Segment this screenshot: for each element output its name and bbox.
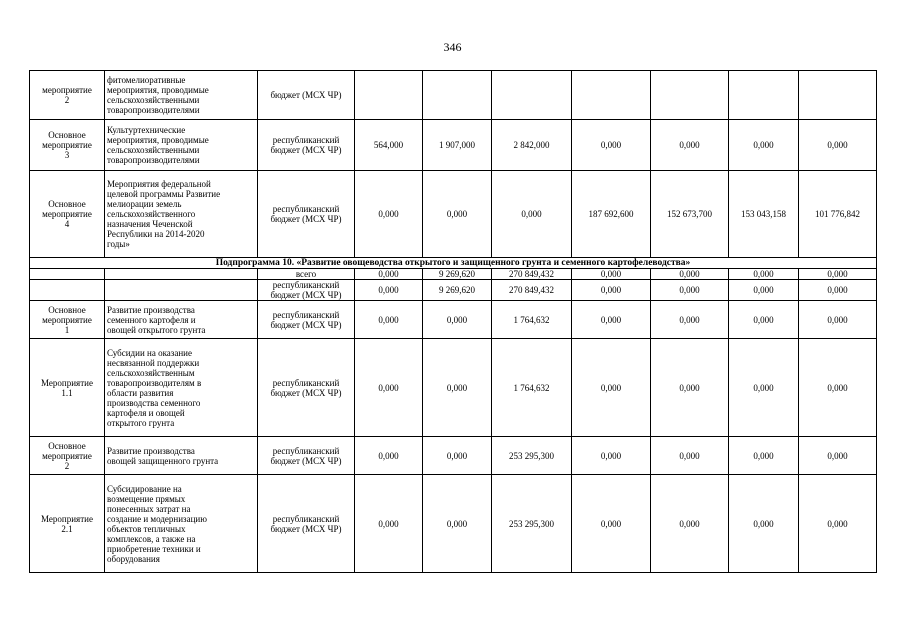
amount-cell	[799, 71, 877, 120]
funding-source: республиканский бюджет (МСХ ЧР)	[258, 437, 355, 475]
amount-cell: 1 907,000	[423, 120, 492, 171]
amount-cell: 0,000	[651, 269, 729, 280]
activity-name: Культуртехнические мероприятия, проводимые сельскохозяйственными товаропроизводителями	[105, 120, 258, 171]
amount-cell: 0,000	[355, 437, 423, 475]
amount-cell: 0,000	[729, 120, 799, 171]
subprogram-title: Подпрограмма 10. «Развитие овощеводства открытого и защищенного грунта и семенного картофелеводства»	[30, 258, 877, 269]
activity-name: фитомелиоративные мероприятия, проводимые сельскохозяйственными товаропроизводителями	[105, 71, 258, 120]
amount-cell: 0,000	[729, 269, 799, 280]
amount-cell: 0,000	[492, 171, 572, 258]
activity-code: Основное мероприятие 4	[30, 171, 105, 258]
amount-cell: 0,000	[799, 269, 877, 280]
activity-code	[30, 269, 105, 280]
funding-source: республиканский бюджет (МСХ ЧР)	[258, 120, 355, 171]
amount-cell: 0,000	[423, 475, 492, 573]
amount-cell: 101 776,842	[799, 171, 877, 258]
amount-cell: 0,000	[572, 301, 651, 339]
amount-cell: 9 269,620	[423, 280, 492, 301]
amount-cell: 0,000	[651, 280, 729, 301]
table-row	[30, 269, 877, 280]
table-row	[30, 71, 877, 120]
table-row	[30, 339, 877, 437]
amount-cell	[729, 71, 799, 120]
amount-cell: 0,000	[729, 280, 799, 301]
amount-cell: 0,000	[799, 339, 877, 437]
amount-cell: 187 692,600	[572, 171, 651, 258]
funding-source: республиканский бюджет (МСХ ЧР)	[258, 280, 355, 301]
amount-cell: 0,000	[799, 437, 877, 475]
amount-cell: 152 673,700	[651, 171, 729, 258]
activity-code: Мероприятие 2.1	[30, 475, 105, 573]
table-row	[30, 437, 877, 475]
funding-source: республиканский бюджет (МСХ ЧР)	[258, 171, 355, 258]
amount-cell: 0,000	[572, 339, 651, 437]
funding-source: бюджет (МСХ ЧР)	[258, 71, 355, 120]
funding-source: республиканский бюджет (МСХ ЧР)	[258, 475, 355, 573]
activity-code: Основное мероприятие 3	[30, 120, 105, 171]
activity-name: Субсидирование на возмещение прямых понесенных затрат на создание и модернизацию объектов тепличных комплексов, а также на приобретение техники и оборудования	[105, 475, 258, 573]
amount-cell: 9 269,620	[423, 269, 492, 280]
amount-cell: 0,000	[651, 437, 729, 475]
activity-name	[105, 269, 258, 280]
table-row	[30, 120, 877, 171]
activity-name: Мероприятия федеральной целевой программы Развитие мелиорации земель сельскохозяйственного назначения Чеченской Республики на 2014-2020 годы»	[105, 171, 258, 258]
amount-cell: 0,000	[355, 269, 423, 280]
amount-cell: 0,000	[799, 120, 877, 171]
activity-code: мероприятие 2	[30, 71, 105, 120]
amount-cell: 0,000	[572, 280, 651, 301]
amount-cell: 0,000	[799, 475, 877, 573]
amount-cell: 0,000	[423, 301, 492, 339]
activity-name: Развитие производства овощей защищенного грунта	[105, 437, 258, 475]
amount-cell: 1 764,632	[492, 339, 572, 437]
page-number: 346	[443, 40, 462, 54]
amount-cell: 0,000	[423, 437, 492, 475]
amount-cell: 0,000	[355, 280, 423, 301]
amount-cell	[423, 71, 492, 120]
amount-cell: 0,000	[423, 171, 492, 258]
table-row	[30, 475, 877, 573]
amount-cell: 0,000	[572, 437, 651, 475]
amount-cell: 0,000	[355, 301, 423, 339]
amount-cell	[355, 71, 423, 120]
amount-cell: 0,000	[355, 339, 423, 437]
funding-source: республиканский бюджет (МСХ ЧР)	[258, 301, 355, 339]
amount-cell: 0,000	[729, 339, 799, 437]
amount-cell: 0,000	[355, 171, 423, 258]
activity-code: Основное мероприятие 2	[30, 437, 105, 475]
amount-cell: 564,000	[355, 120, 423, 171]
amount-cell: 0,000	[651, 120, 729, 171]
amount-cell: 153 043,158	[729, 171, 799, 258]
amount-cell: 0,000	[355, 475, 423, 573]
amount-cell: 253 295,300	[492, 475, 572, 573]
amount-cell: 0,000	[572, 269, 651, 280]
table-row	[30, 301, 877, 339]
amount-cell: 0,000	[799, 280, 877, 301]
amount-cell: 253 295,300	[492, 437, 572, 475]
budget-table	[29, 70, 877, 573]
amount-cell: 0,000	[572, 120, 651, 171]
amount-cell: 2 842,000	[492, 120, 572, 171]
amount-cell: 0,000	[799, 301, 877, 339]
activity-code: Основное мероприятие 1	[30, 301, 105, 339]
activity-code: Мероприятие 1.1	[30, 339, 105, 437]
amount-cell	[572, 71, 651, 120]
amount-cell: 270 849,432	[492, 269, 572, 280]
amount-cell	[651, 71, 729, 120]
funding-source: всего	[258, 269, 355, 280]
subprogram-row	[30, 258, 877, 269]
amount-cell: 1 764,632	[492, 301, 572, 339]
amount-cell: 0,000	[651, 339, 729, 437]
amount-cell: 0,000	[729, 437, 799, 475]
table-row	[30, 171, 877, 258]
amount-cell: 0,000	[423, 339, 492, 437]
activity-name: Развитие производства семенного картофеля и овощей открытого грунта	[105, 301, 258, 339]
amount-cell: 270 849,432	[492, 280, 572, 301]
amount-cell: 0,000	[729, 301, 799, 339]
amount-cell	[492, 71, 572, 120]
activity-name: Субсидии на оказание несвязанной поддержки сельскохозяйственным товаропроизводителям в области развития производства семенного картофеля и овощей открытого грунта	[105, 339, 258, 437]
amount-cell: 0,000	[651, 475, 729, 573]
activity-code	[30, 280, 105, 301]
funding-source: республиканский бюджет (МСХ ЧР)	[258, 339, 355, 437]
amount-cell: 0,000	[572, 475, 651, 573]
activity-name	[105, 280, 258, 301]
table-row	[30, 280, 877, 301]
amount-cell: 0,000	[729, 475, 799, 573]
amount-cell: 0,000	[651, 301, 729, 339]
